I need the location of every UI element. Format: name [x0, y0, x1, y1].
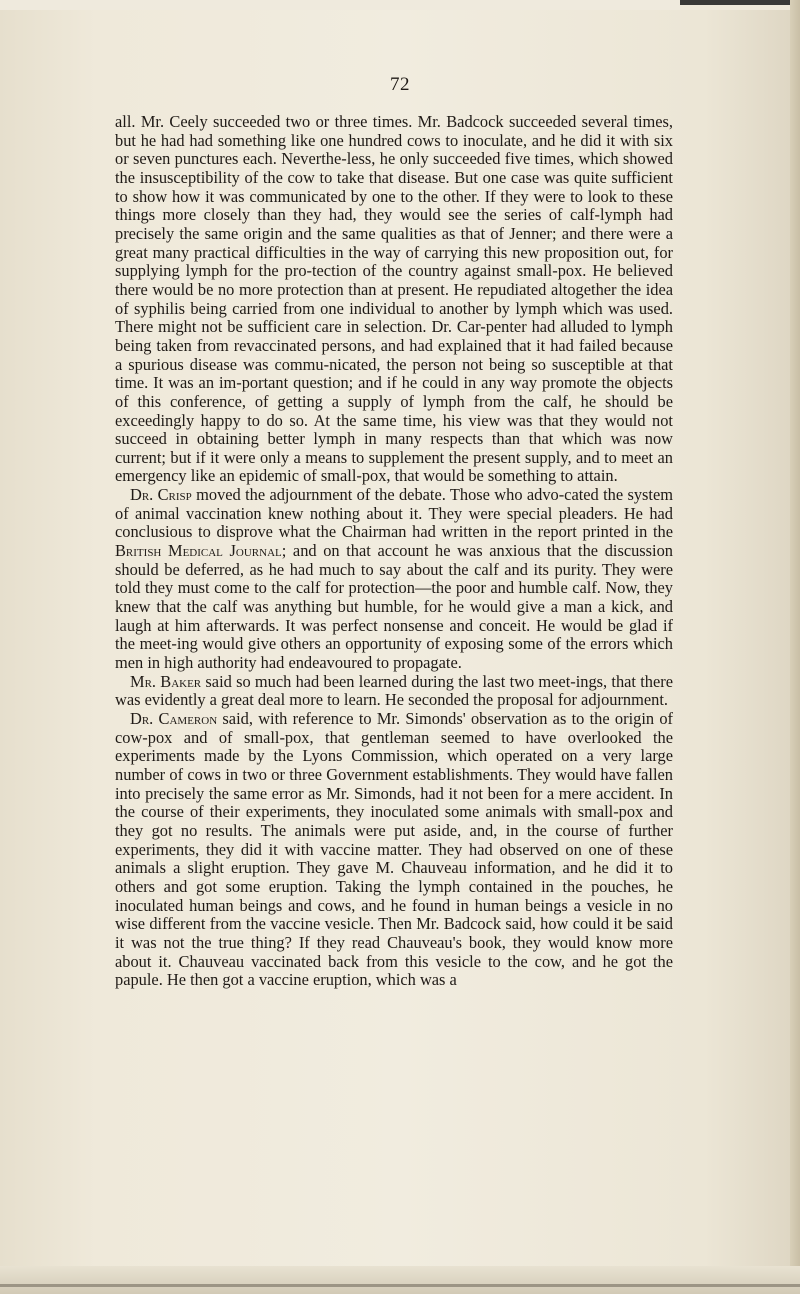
paragraph-3-text: said so much had been learned during the last two meet-ings, that there was evidently a great deal more to learn. He seconded the proposal for adjournment. [115, 671, 674, 710]
scan-bottom-line [0, 1284, 800, 1287]
page-right-edge [790, 0, 800, 1294]
scan-edge-line [680, 0, 800, 5]
body-text [115, 113, 673, 990]
speaker-name: Dr. Crisp [130, 485, 192, 505]
speaker-name: Dr. Cameron [130, 709, 218, 728]
paragraph-2-text: moved the adjournment of the debate. Those who advo-cated the system of animal vaccination knew nothing about it. They were special pleaders. He had conclusious to disprove what the Chairman had written in the report printed in the [115, 485, 673, 542]
paragraph-1 [115, 113, 673, 486]
paragraph-4 [115, 710, 673, 990]
paragraph-2-text-continued: ; and on that account he was anxious that the discussion should be deferred, as he had much to say about the calf and its purity. They were told they must come to the calf for protection—the poor and humble calf. Now, they knew that the calf was anything but humble, for he would give a man a kick, and laugh at him afterwards. It was perfect nonsense and conceit. He would be glad if the meet-ing would give others an opportunity of exposing some of the errors which men in high authority had endeavoured to propagate. [115, 541, 674, 673]
paragraph-2 [115, 486, 673, 673]
page-bottom-edge [0, 1266, 800, 1294]
journal-title: British Medical Journal [115, 541, 282, 561]
paragraph-4-text: said, with reference to Mr. Simonds' observation as to the origin of cow-pox and of small-pox, that gentleman seemed to have overlooked the experiments made by the Lyons Commission, which operated on a very large number of cows in two or three Government establishments. They would have fallen into precisely the same error as Mr. Simonds, had it not been for a mere accident. In the course of their experiments, they inoculated some animals with small-pox and they got no results. The animals were put aside, and, in the course of further experiments, they did it with vaccine matter. They had observed on one of these animals a slight eruption. They gave M. Chauveau information, and he did it to others and got some eruption. Taking the lymph contained in the pouches, he inoculated human beings and cows, and he found in human beings a vesicle in no wise different from the vaccine vesicle. Then Mr. Badcock said, how could it be said it was not the true thing? If they read Chauveau's book, they would know more about it. Chauveau vaccinated back from this vesicle to the cow, and he got the papule. He then got a vaccine eruption, which was a [115, 709, 673, 990]
paragraph-3 [115, 673, 673, 710]
speaker-name: Mr. Baker [130, 671, 202, 691]
paragraph-1-text: all. Mr. Ceely succeeded two or three times. Mr. Badcock succeeded several times, but he had had something like one hundred cows to inoculate, and he did it with six or seven punctures each. Neverthe-less, he only succeeded five times, which showed the insusceptibility of the cow to take that disease. But one case was quite sufficient to show how it was communicated by one to the other. If they were to look to these things more closely than they had, they would see the series of calf-lymph had precisely the same origin and the same qualities as that of Jenner; and there were a great many practical difficulties in the way of carrying this new proposition out, for supplying lymph for the pro-tection of the country against small-pox. He believed there would be no more protection than at present. He repudiated altogether the idea of syphilis being carried from one individual to another by lymph which was used. There might not be sufficient care in selection. Dr. Car-penter had alluded to lymph being taken from revaccinated persons, and had explained that it had failed because a spurious disease was commu-nicated, the person not being so susceptible at that time. It was an im-portant question; and if he could in any way promote the objects of this conference, of getting a supply of lymph from the calf, he should be exceedingly happy to do so. At the same time, his view was that they would not succeed in obtaining better lymph in many respects than that which was now current; but if it were only a means to supplement the present supply, and to meet an emergency like an epidemic of small-pox, that would be something to attain. [115, 112, 673, 486]
page-number: 72 [390, 74, 410, 95]
